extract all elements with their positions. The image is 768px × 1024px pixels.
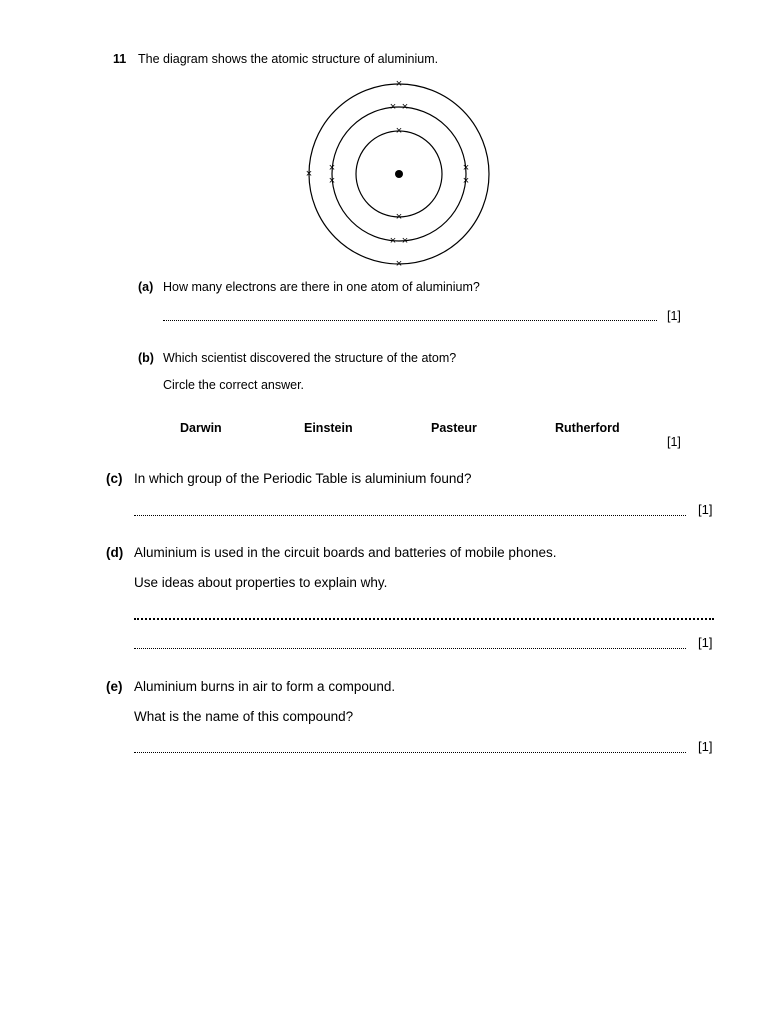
answer-line-d-1[interactable] [134,618,714,620]
part-a-mark: [1] [667,309,681,323]
electron: × [328,162,336,174]
option-pasteur[interactable]: Pasteur [431,421,477,435]
electron: × [401,101,409,113]
electron: × [401,235,409,247]
part-c-mark: [1] [698,502,713,517]
answer-line-d-2[interactable] [134,648,686,649]
part-c-label: (c) [106,471,123,486]
electron: × [462,162,470,174]
question-number: 11 [113,52,127,66]
answer-line-a[interactable] [163,320,657,321]
option-darwin[interactable]: Darwin [180,421,222,435]
part-a-label: (a) [138,280,154,294]
part-c-question: In which group of the Periodic Table is aluminium found? [134,471,472,486]
part-e-label: (e) [106,679,123,694]
option-rutherford[interactable]: Rutherford [555,421,620,435]
part-b-label: (b) [138,351,154,365]
part-a-question: How many electrons are there in one atom of aluminium? [163,280,480,294]
part-d-instruction: Use ideas about properties to explain why. [134,575,388,590]
electron: × [305,168,313,180]
part-d-label: (d) [106,545,124,560]
electron: × [389,235,397,247]
electron: × [395,78,403,90]
electron: × [389,101,397,113]
answer-line-e[interactable] [134,752,686,753]
electron: × [395,125,403,137]
part-e-mark: [1] [698,739,713,754]
part-b-mark: [1] [667,435,681,449]
part-e-question: What is the name of this compound? [134,709,354,724]
answer-line-c[interactable] [134,515,686,516]
part-d-mark: [1] [698,635,713,650]
part-b-question: Which scientist discovered the structure of the atom? [163,351,457,365]
question-intro: The diagram shows the atomic structure of aluminium. [138,52,439,66]
part-d-question: Aluminium is used in the circuit boards and batteries of mobile phones. [134,545,557,560]
electron: × [395,211,403,223]
option-einstein[interactable]: Einstein [304,421,353,435]
electron: × [328,175,336,187]
nucleus [395,170,403,178]
atom-diagram [295,78,505,270]
electron: × [395,258,403,270]
part-b-instruction: Circle the correct answer. [163,378,305,392]
electron: × [462,175,470,187]
part-e-statement: Aluminium burns in air to form a compound. [134,679,396,694]
